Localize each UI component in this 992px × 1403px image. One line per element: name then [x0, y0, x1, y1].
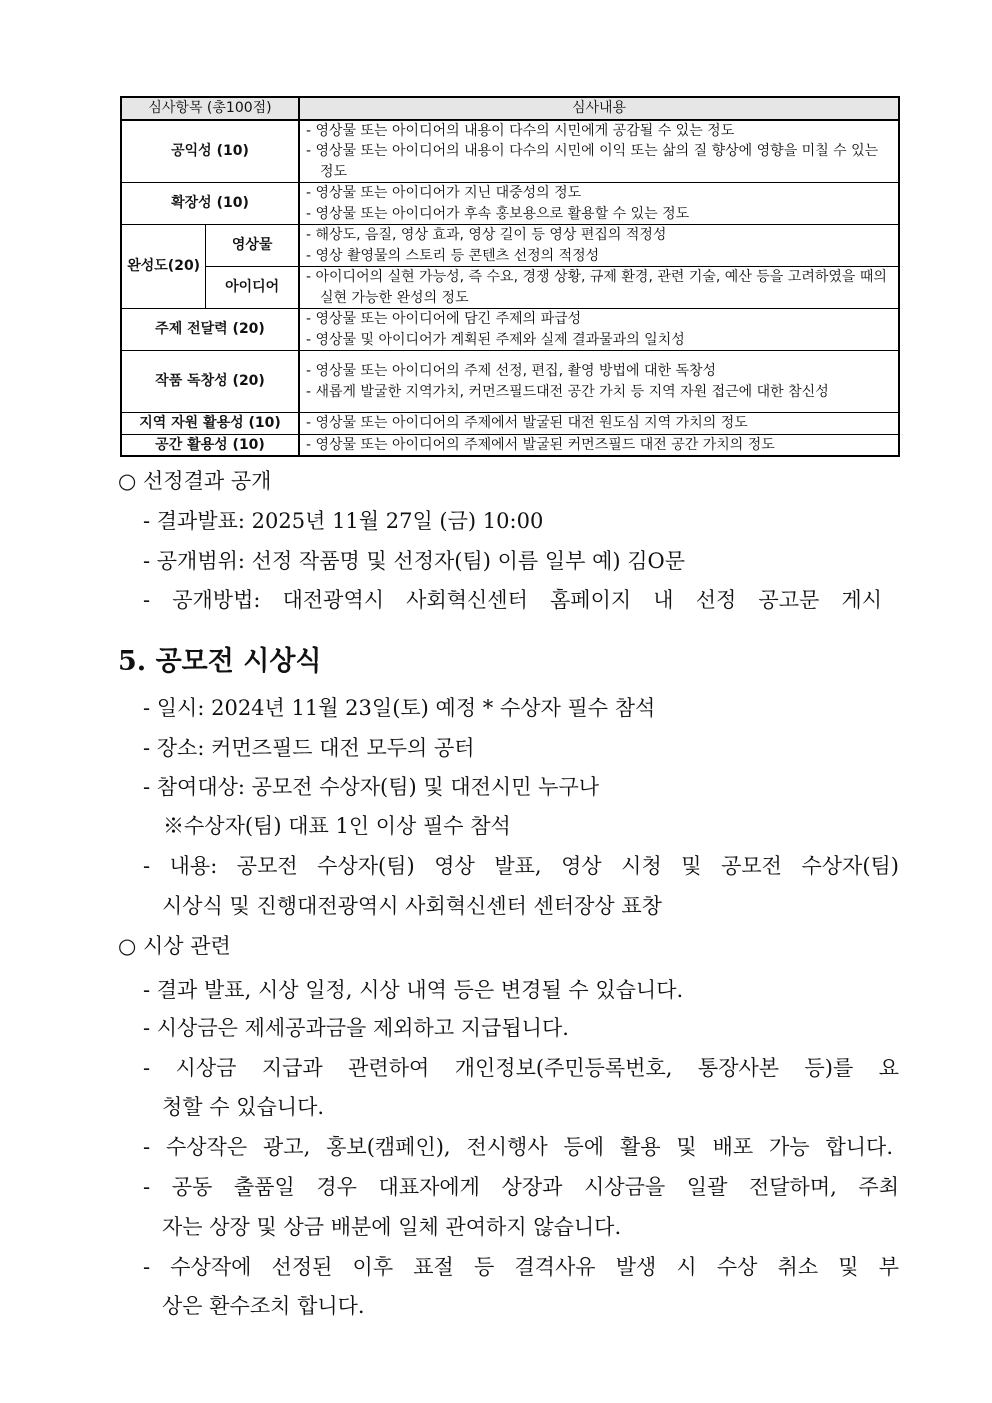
award-line: - 공동 출품일 경우 대표자에게 상장과 시상금을 일괄 전달하며, 주최: [143, 1175, 899, 1199]
content-line: - 영상물 또는 아이디어가 후속 홍보용으로 활용할 수 있는 정도: [306, 205, 690, 222]
content-line: - 영상 촬영물의 스토리 등 콘텐츠 선정의 적정성: [306, 247, 600, 264]
table-row: [121, 267, 899, 309]
result-line: - 결과발표: 2025년 11월 27일 (금) 10:00: [143, 509, 544, 533]
criteria-cell: 확장성 (10): [121, 183, 299, 225]
ceremony-line: 시상식 및 진행대전광역시 사회혁신센터 센터장상 표창: [162, 894, 662, 918]
ceremony-line: - 장소: 커먼즈필드 대전 모두의 공터: [143, 736, 475, 760]
criteria-cell: 완성도(20): [121, 225, 206, 309]
section-title: 5. 공모전 시상식: [118, 646, 322, 677]
award-line: - 수상작은 광고, 홍보(캠페인), 전시행사 등에 활용 및 배포 가능 합니다.: [143, 1135, 893, 1159]
content-line: - 영상물 또는 아이디어의 내용이 다수의 시민에 이익 또는 삶의 질 향상에 영향을 미칠 수 있는 정도: [306, 143, 879, 180]
header-criteria: 심사항목 (총100점): [121, 97, 299, 120]
content-line: - 영상물 또는 아이디어의 주제에서 발굴된 커먼즈필드 대전 공간 가치의 정도: [306, 436, 775, 453]
content-line: - 해상도, 음질, 영상 효과, 영상 길이 등 영상 편집의 적정성: [306, 227, 667, 243]
content-cell: [299, 267, 899, 309]
evaluation-criteria-table: [120, 96, 900, 457]
content-line: - 영상물 또는 아이디어가 지닌 대중성의 정도: [306, 185, 582, 201]
content-line: - 영상물 또는 아이디어의 주제 선정, 편집, 촬영 방법에 대한 독창성: [306, 363, 717, 379]
award-heading: ○ 시상 관련: [118, 934, 231, 958]
content-cell: [299, 309, 899, 351]
award-line: - 시상금은 제세공과금을 제외하고 지급됩니다.: [143, 1016, 569, 1040]
criteria-cell: 지역 자원 활용성 (10): [121, 413, 299, 435]
award-line: - 결과 발표, 시상 일정, 시상 내역 등은 변경될 수 있습니다.: [143, 978, 684, 1002]
table-row: [121, 120, 899, 183]
content-cell: [299, 183, 899, 225]
sub-criteria-cell: 아이디어: [206, 267, 299, 309]
ceremony-line: - 참여대상: 공모전 수상자(팀) 및 대전시민 누구나: [143, 775, 600, 799]
table-row: [121, 351, 899, 413]
table-row: [121, 309, 899, 351]
award-line: - 시상금 지급과 관련하여 개인정보(주민등록번호, 통장사본 등)를 요: [143, 1056, 899, 1080]
criteria-cell: 주제 전달력 (20): [121, 309, 299, 351]
content-line: - 영상물 및 아이디어가 계획된 주제와 실제 결과물과의 일치성: [306, 331, 685, 348]
content-line: - 영상물 또는 아이디어에 담긴 주제의 파급성: [306, 311, 582, 327]
criteria-cell: 공익성 (10): [121, 120, 299, 183]
content-cell: [299, 413, 899, 435]
content-cell: [299, 120, 899, 183]
sub-criteria-cell: 영상물: [206, 225, 299, 267]
table-row: [121, 434, 899, 456]
result-heading: ○ 선정결과 공개: [118, 469, 272, 493]
header-content: 심사내용: [299, 97, 899, 120]
result-line: - 공개방법: 대전광역시 사회혁신센터 홈페이지 내 선정 공고문 게시: [143, 588, 882, 612]
criteria-cell: 공간 활용성 (10): [121, 434, 299, 456]
result-line: - 공개범위: 선정 작품명 및 선정자(팀) 이름 일부 예) 김O문: [143, 549, 686, 573]
award-line: 청할 수 있습니다.: [162, 1095, 325, 1119]
content-line: - 영상물 또는 아이디어의 주제에서 발굴된 대전 원도심 지역 가치의 정도: [306, 415, 748, 431]
content-line: - 영상물 또는 아이디어의 내용이 다수의 시민에게 공감될 수 있는 정도: [306, 122, 735, 139]
table-row: [121, 413, 899, 435]
content-line: - 새롭게 발굴한 지역가치, 커먼즈필드대전 공간 가치 등 지역 자원 접근에 대한 참신성: [306, 383, 829, 400]
award-line: 상은 환수조치 합니다.: [162, 1294, 365, 1318]
table-header-row: [121, 97, 899, 120]
content-cell: [299, 351, 899, 413]
ceremony-line: - 일시: 2024년 11월 23일(토) 예정 * 수상자 필수 참석: [143, 696, 656, 720]
award-line: 자는 상장 및 상금 배분에 일체 관여하지 않습니다.: [162, 1215, 622, 1239]
content-line: - 아이디어의 실현 가능성, 즉 수요, 경쟁 상황, 규제 환경, 관련 기술, 예산 등을 고려하였을 때의 실현 가능한 완성의 정도: [306, 269, 887, 306]
ceremony-line: - 내용: 공모전 수상자(팀) 영상 발표, 영상 시청 및 공모전 수상자(팀): [143, 854, 899, 878]
table-row: [121, 225, 899, 267]
content-cell: [299, 225, 899, 267]
content-cell: [299, 434, 899, 456]
ceremony-note: ※수상자(팀) 대표 1인 이상 필수 참석: [163, 814, 511, 838]
criteria-cell: 작품 독창성 (20): [121, 351, 299, 413]
award-line: - 수상작에 선정된 이후 표절 등 결격사유 발생 시 수상 취소 및 부: [143, 1255, 899, 1279]
table-row: [121, 183, 899, 225]
